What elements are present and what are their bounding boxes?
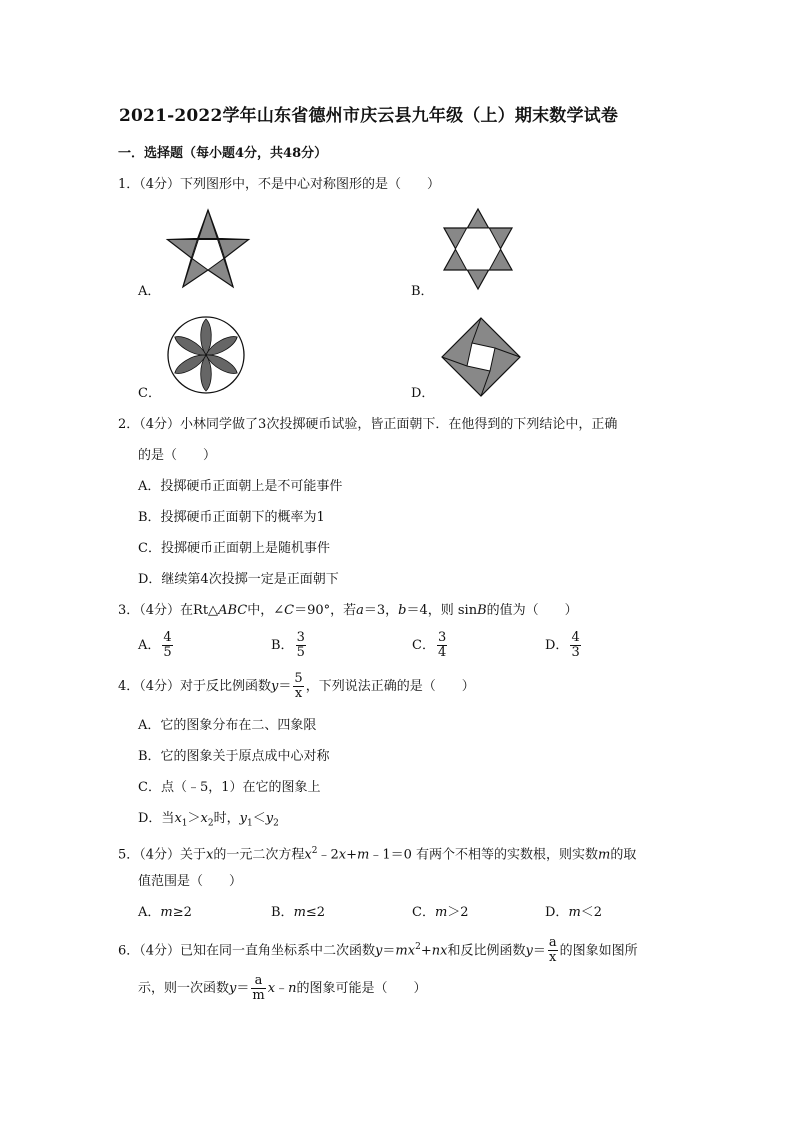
q1-option-b-label: B． — [411, 284, 434, 299]
five-point-star-icon — [162, 208, 254, 290]
q2-option-c: C．投掷硬币正面朝上是随机事件 — [138, 541, 330, 556]
q4-option-b: B．它的图象关于原点成中心对称 — [138, 749, 330, 764]
six-point-star-icon — [438, 207, 518, 291]
section-heading: 一．选择题（每小题4分，共48分） — [118, 146, 328, 161]
q4-option-d: D．当$x_1>x_2$时，$y_1<y_2$ — [138, 811, 279, 829]
q5-option-c: C．m＞2 — [412, 905, 469, 920]
q3-option-a: A． $\frac{4}{5}$ — [138, 630, 172, 660]
q3-option-b: B． $\frac{3}{5}$ — [271, 630, 305, 660]
q6-stem-line2: 示，则一次函数y＝ $\frac{a}{m}$ x﹣n的图象可能是（ ） — [138, 973, 427, 1003]
q3-option-d: D． $\frac{4}{3}$ — [545, 630, 580, 660]
q5-option-a: A．m≥2 — [138, 905, 192, 920]
q2-stem-line2: 的是（ ） — [138, 448, 217, 463]
q2-option-a: A．投掷硬币正面朝上是不可能事件 — [138, 479, 343, 494]
page-title: 2021-2022学年山东省德州市庆云县九年级（上）期末数学试卷 — [119, 106, 619, 126]
square-pinwheel-icon — [440, 316, 522, 398]
q3-stem: 3．（4分）在Rt△ABC中，∠C＝90°，若a＝3，b＝4，则 sinB的值为（ ） — [118, 603, 578, 618]
q1-option-c-label: C． — [138, 386, 161, 401]
flower-in-circle-icon — [166, 315, 246, 395]
q1-stem: 1．（4分）下列图形中，不是中心对称图形的是（ ） — [118, 177, 441, 192]
q5-option-b: B．m≤2 — [271, 905, 326, 920]
q5-stem-line1: 5．（4分）关于x的一元二次方程$x^2﹣2x+m﹣1=0$ 有两个不相等的实数根，则实数m的取 — [118, 846, 637, 863]
q3-option-c: C． $\frac{3}{4}$ — [412, 630, 447, 660]
q5-stem-line2: 值范围是（ ） — [138, 874, 243, 889]
q4-option-a: A．它的图象分布在二、四象限 — [138, 718, 317, 733]
q1-option-a-label: A． — [138, 284, 161, 299]
q5-option-d: D．m＜2 — [545, 905, 603, 920]
q1-option-d-label: D． — [411, 386, 435, 401]
q2-option-b: B．投掷硬币正面朝下的概率为1 — [138, 510, 325, 525]
q4-option-c: C．点（﹣5，1）在它的图象上 — [138, 780, 321, 795]
q4-stem: 4．（4分）对于反比例函数y＝ $\frac{5}{x}$ ，下列说法正确的是（ ） — [118, 671, 475, 701]
q6-stem-line1: 6．（4分）已知在同一直角坐标系中二次函数$y=mx^2+nx$和反比例函数y＝ $\frac{a}{x}$ 的图象如图所 — [118, 935, 638, 966]
q2-option-d: D．继续第4次投掷一定是正面朝下 — [138, 572, 339, 587]
q2-stem-line1: 2．（4分）小林同学做了3次投掷硬币试验，皆正面朝下．在他得到的下列结论中，正确 — [118, 417, 618, 432]
